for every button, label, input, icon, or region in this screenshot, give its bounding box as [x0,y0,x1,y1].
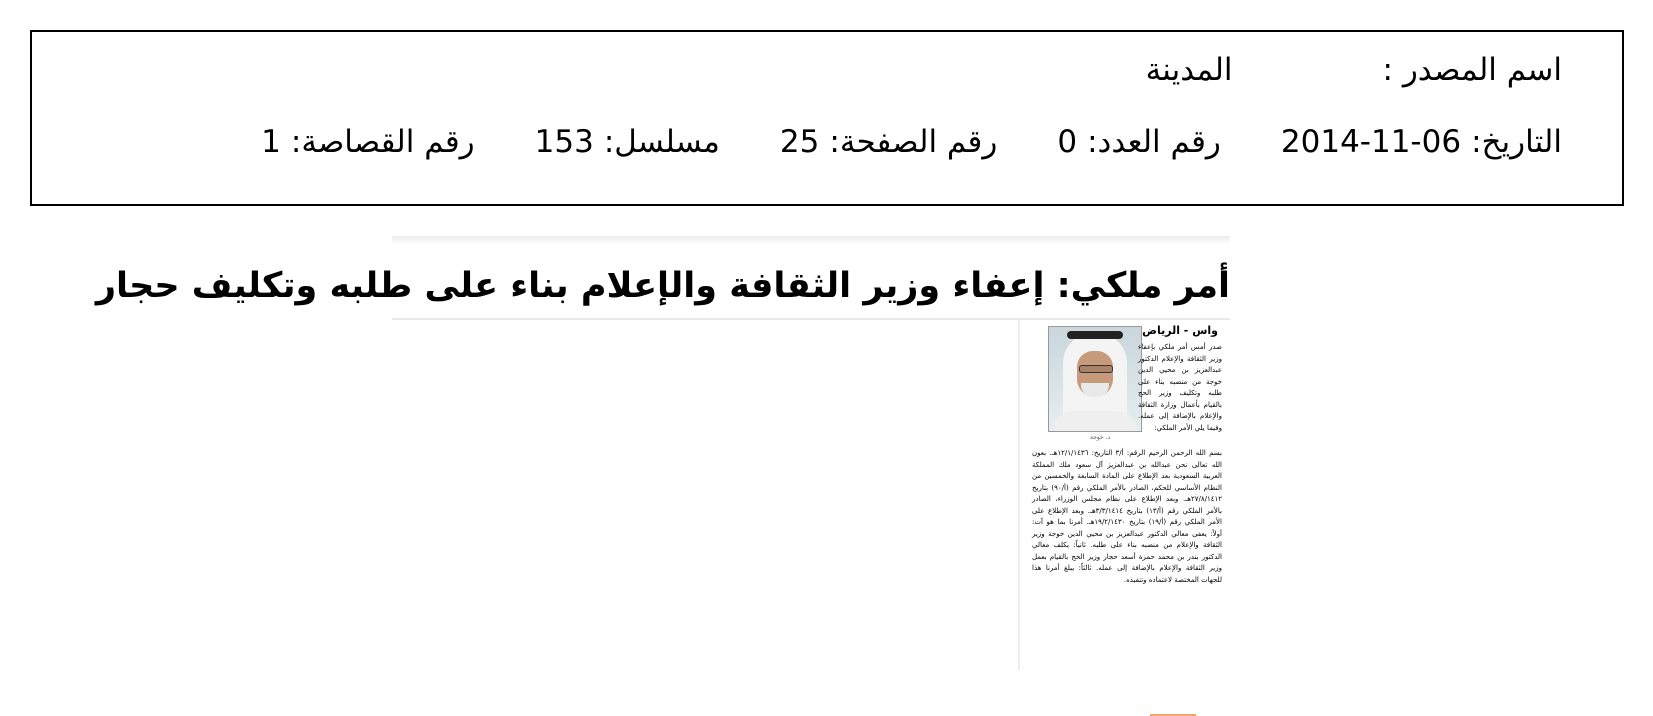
clipping-metadata-box [30,30,1624,206]
serial-label: مسلسل: [603,124,720,160]
page-value: 25 [779,124,820,160]
clip-number-field [261,124,474,160]
portrait-photo-icon [1048,326,1142,432]
article-headline: أمر ملكي: إعفاء وزير الثقافة والإعلام بناء على طلبه وتكليف حجار [95,266,1230,306]
clip-number-value: 1 [261,124,281,160]
source-label: اسم المصدر : [1382,52,1562,88]
issue-field [1057,124,1221,160]
issue-value: 0 [1057,124,1078,160]
page-field [780,124,997,160]
serial-value: 153 [534,124,594,160]
photo-caption: د. خوجة [1090,434,1111,441]
source-row [1146,52,1562,88]
article-intro-text: صدر أمس أمر ملكي بإعفاء وزير الثقافة والإعلام الدكتور عبدالعزيز بن محيي الدين خوجة من منصبه بناء على طلبه وتكليف وزير الحج بالقيام بأعمال وزارة الثقافة والإعلام بالإضافة إلى عمله. وفيما يلي الأمر الملكي: [1138,343,1222,432]
date-field [1281,124,1562,160]
date-value: 2014-11-06 [1280,124,1462,160]
royal-order-text: بسم الله الرحمن الرحيم الرقم: أ/٣ التاريخ: ١٢/١/١٤٣٦هـ. بعون الله تعالى نحن عبدالله بن عبدالعزيز آل سعود ملك المملكة العربية السعودية بعد الإطلاع على المادة السابعة والخمسين من النظام الأساسي للحكم، الصادر بالأمر الملكي رقم (أ/٩٠) بتاريخ ٢٧/٨/١٤١٢هـ. وبعد الإطلاع على نظام مجلس الوزراء، الصادر بالأمر الملكي رقم (أ/١٣) بتاريخ ٣/٣/١٤١٤هـ. وبعد الإطلاع على الأمر الملكي رقم (أ/١٩) بتاريخ ١٩/٢/١٤٣٠هـ. أمرنا بما هو آت: أولاً: يعفى معالي الدكتور عبدالعزيز بن محيي الدين خوجة وزير الثقافة والإعلام من منصبه بناء على طلبه. ثانياً: يكلف معالي الدكتور بندر بن محمد حمزة أسعد حجار وزير الحج بالقيام بعمل وزير الثقافة والإعلام بالإضافة إلى عمله. ثالثاً: يبلغ أمرنا هذا للجهات المختصة لاعتماده وتنفيذه. [1032,449,1223,584]
article-column [1018,320,1230,670]
article-byline: واس - الرياض [1142,324,1218,337]
issue-label: رقم العدد: [1087,124,1221,160]
page-label: رقم الصفحة: [829,124,998,160]
date-label: التاريخ: [1471,124,1562,160]
details-row [261,124,1562,160]
serial-field [535,124,720,160]
clip-number-label: رقم القصاصة: [290,124,475,160]
newspaper-clipping [95,236,1230,670]
source-value: المدينة [1145,52,1233,88]
scan-edge [392,236,1230,244]
